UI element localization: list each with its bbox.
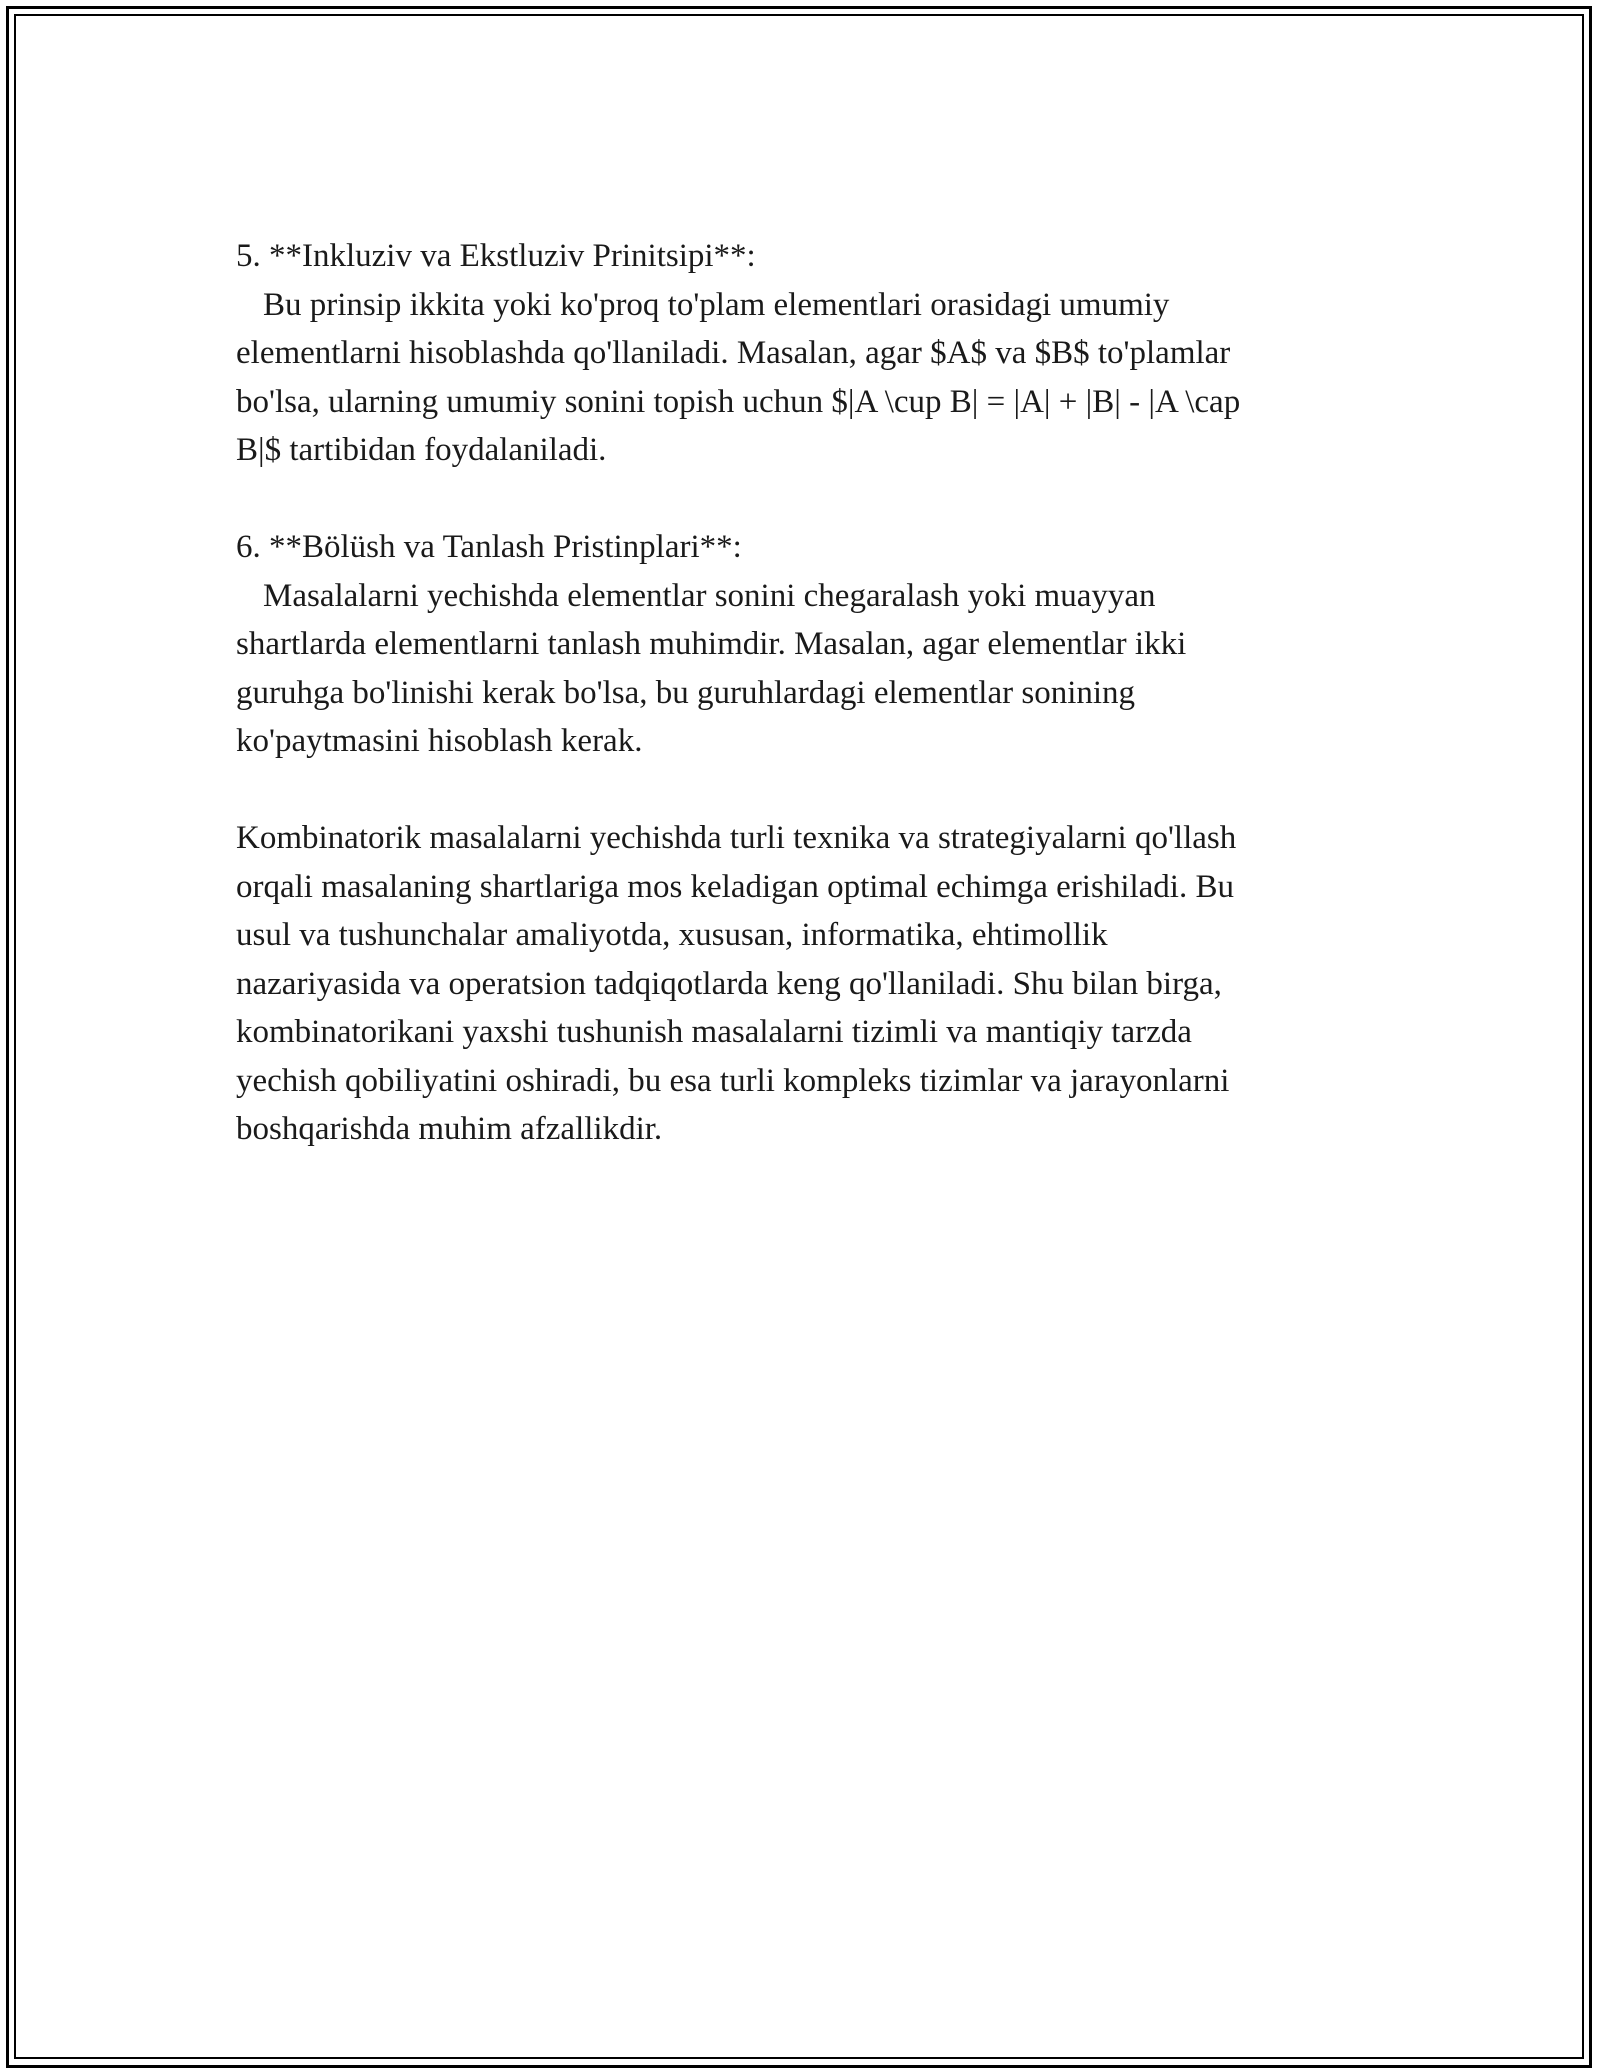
section-inclusion-exclusion (236, 232, 1366, 475)
paragraph-line: yechish qobiliyatini oshiradi, bu esa turli kompleks tizimlar va jarayonlarni (236, 1062, 1230, 1099)
paragraph-line: B|$ tartibidan foydalaniladi. (236, 432, 607, 468)
conclusion-paragraph (236, 814, 1366, 1154)
section-division-selection (236, 523, 1366, 766)
section-heading: 5. **Inkluziv va Ekstluziv Prinitsipi**: (236, 238, 756, 274)
paragraph-line: Bu prinsip ikkita yoki ko'proq to'plam elementlari orasidagi umumiy (263, 286, 1170, 323)
paragraph-line: kombinatorikani yaxshi tushunish masalalarni tizimli va mantiqiy tarzda (236, 1014, 1192, 1050)
paragraph-line: boshqarishda muhim afzallikdir. (236, 1111, 663, 1147)
paragraph-line: bo'lsa, ularning umumiy sonini topish uchun $|A \cup B| = |A| + |B| - |A \cap (236, 383, 1241, 420)
paragraph-line: Masalalarni yechishda elementlar sonini chegaralash yoki muayyan (263, 577, 1156, 614)
section-heading: 6. **Bölüsh va Tanlash Pristinplari**: (236, 529, 742, 565)
paragraph-line: shartlarda elementlarni tanlash muhimdir. Masalan, agar elementlar ikki (236, 626, 1187, 662)
paragraph-line: nazariyasida va operatsion tadqiqotlarda keng qo'llaniladi. Shu bilan birga, (236, 965, 1222, 1002)
paragraph-line: elementlarni hisoblashda qo'llaniladi. Masalan, agar $A$ va $B$ to'plamlar (236, 335, 1231, 371)
paragraph-line: usul va tushunchalar amaliyotda, xususan, informatika, ehtimollik (236, 917, 1108, 953)
paragraph-line: Kombinatorik masalalarni yechishda turli texnika va strategiyalarni qo'llash (236, 820, 1237, 856)
paragraph-line: guruhga bo'linishi kerak bo'lsa, bu guruhlardagi elementlar sonining (236, 674, 1136, 711)
document-body (236, 232, 1366, 1202)
paragraph-line: ko'paytmasini hisoblash kerak. (236, 723, 643, 759)
paragraph-line: orqali masalaning shartlariga mos keladigan optimal echimga erishiladi. Bu (236, 868, 1234, 905)
